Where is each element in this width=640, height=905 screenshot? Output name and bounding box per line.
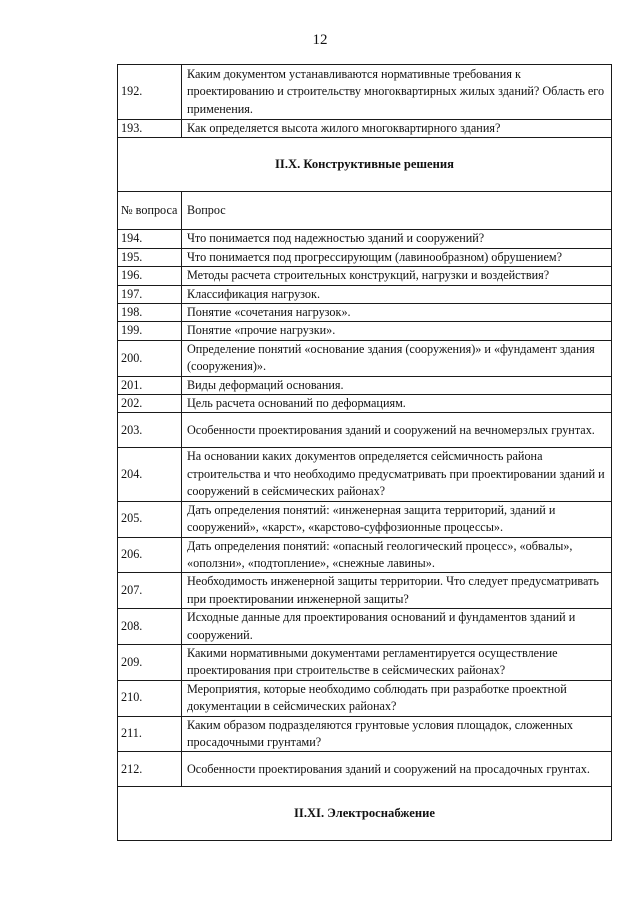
question-text: Что понимается под прогрессирующим (лавинообразном) обрушением? (182, 248, 612, 266)
page-number: 12 (312, 32, 328, 48)
question-text: Исходные данные для проектирования оснований и фундаментов зданий и сооружений. (182, 609, 612, 645)
table-row (118, 395, 612, 413)
table-row (118, 680, 612, 716)
question-number: 211. (118, 716, 182, 752)
table-row (118, 267, 612, 285)
question-number: 208. (118, 609, 182, 645)
question-text: Цель расчета оснований по деформациям. (182, 395, 612, 413)
question-text: Методы расчета строительных конструкций, нагрузки и воздействия? (182, 267, 612, 285)
table-row (118, 573, 612, 609)
question-text: Какими нормативными документами регламентируется осуществление проектирования при строительстве в сейсмических районах? (182, 644, 612, 680)
question-text: Мероприятия, которые необходимо соблюдать при разработке проектной документации в сейсмических районах? (182, 680, 612, 716)
table-row (118, 376, 612, 394)
question-number: 198. (118, 304, 182, 322)
question-text: Особенности проектирования зданий и сооружений на просадочных грунтах. (182, 752, 612, 787)
table-row (118, 230, 612, 248)
question-text: Как определяется высота жилого многоквартирного здания? (182, 120, 612, 138)
table-row (118, 413, 612, 448)
table-row (118, 248, 612, 266)
table-row (118, 65, 612, 120)
question-number: 193. (118, 120, 182, 138)
table-header-row (118, 192, 612, 230)
section-title: II.XI. Электроснабжение (118, 787, 612, 841)
table-row (118, 501, 612, 537)
table-row (118, 448, 612, 501)
question-text: Дать определения понятий: «опасный геологический процесс», «обвалы», «оползни», «подтопление», «снежные лавины». (182, 537, 612, 573)
question-number: 195. (118, 248, 182, 266)
question-number: 212. (118, 752, 182, 787)
question-number: 203. (118, 413, 182, 448)
table-row (118, 120, 612, 138)
question-number: 200. (118, 340, 182, 376)
question-number: 201. (118, 376, 182, 394)
question-text: Понятие «сочетания нагрузок». (182, 304, 612, 322)
question-number: 192. (118, 65, 182, 120)
question-number: 197. (118, 285, 182, 303)
questions-table-container (117, 64, 611, 841)
table-row (118, 340, 612, 376)
question-number: 207. (118, 573, 182, 609)
table-row (118, 322, 612, 340)
table-row (118, 716, 612, 752)
question-text: На основании каких документов определяется сейсмичность района строительства и что необходимо предусматривать при проектировании зданий и сооружений в сейсмических районах? (182, 448, 612, 501)
question-text: Понятие «прочие нагрузки». (182, 322, 612, 340)
table-row (118, 609, 612, 645)
table-row (118, 644, 612, 680)
question-text: Определение понятий «основание здания (сооружения)» и «фундамент здания (сооружения)». (182, 340, 612, 376)
table-row (118, 285, 612, 303)
question-number: 204. (118, 448, 182, 501)
question-number: 206. (118, 537, 182, 573)
table-row (118, 752, 612, 787)
question-number: 209. (118, 644, 182, 680)
question-number: 199. (118, 322, 182, 340)
section-header-row (118, 138, 612, 192)
question-text: Каким образом подразделяются грунтовые условия площадок, сложенных просадочными грунтами? (182, 716, 612, 752)
question-text: Дать определения понятий: «инженерная защита территорий, зданий и сооружений», «карст», «карстово-суффозионные процессы». (182, 501, 612, 537)
question-text: Что понимается под надежностью зданий и сооружений? (182, 230, 612, 248)
column-header-question: Вопрос (182, 192, 612, 230)
question-number: 196. (118, 267, 182, 285)
table-row (118, 304, 612, 322)
questions-table-body (118, 65, 612, 841)
question-number: 210. (118, 680, 182, 716)
column-header-number: № вопроса (118, 192, 182, 230)
section-header-row (118, 787, 612, 841)
section-title: II.X. Конструктивные решения (118, 138, 612, 192)
question-text: Особенности проектирования зданий и сооружений на вечномерзлых грунтах. (182, 413, 612, 448)
question-text: Виды деформаций основания. (182, 376, 612, 394)
table-row (118, 537, 612, 573)
question-text: Необходимость инженерной защиты территории. Что следует предусматривать при проектировании инженерной защиты? (182, 573, 612, 609)
question-number: 194. (118, 230, 182, 248)
question-text: Каким документом устанавливаются нормативные требования к проектированию и строительству многоквартирных жилых зданий? Область его применения. (182, 65, 612, 120)
question-number: 205. (118, 501, 182, 537)
question-text: Классификация нагрузок. (182, 285, 612, 303)
questions-table (117, 64, 612, 841)
question-number: 202. (118, 395, 182, 413)
